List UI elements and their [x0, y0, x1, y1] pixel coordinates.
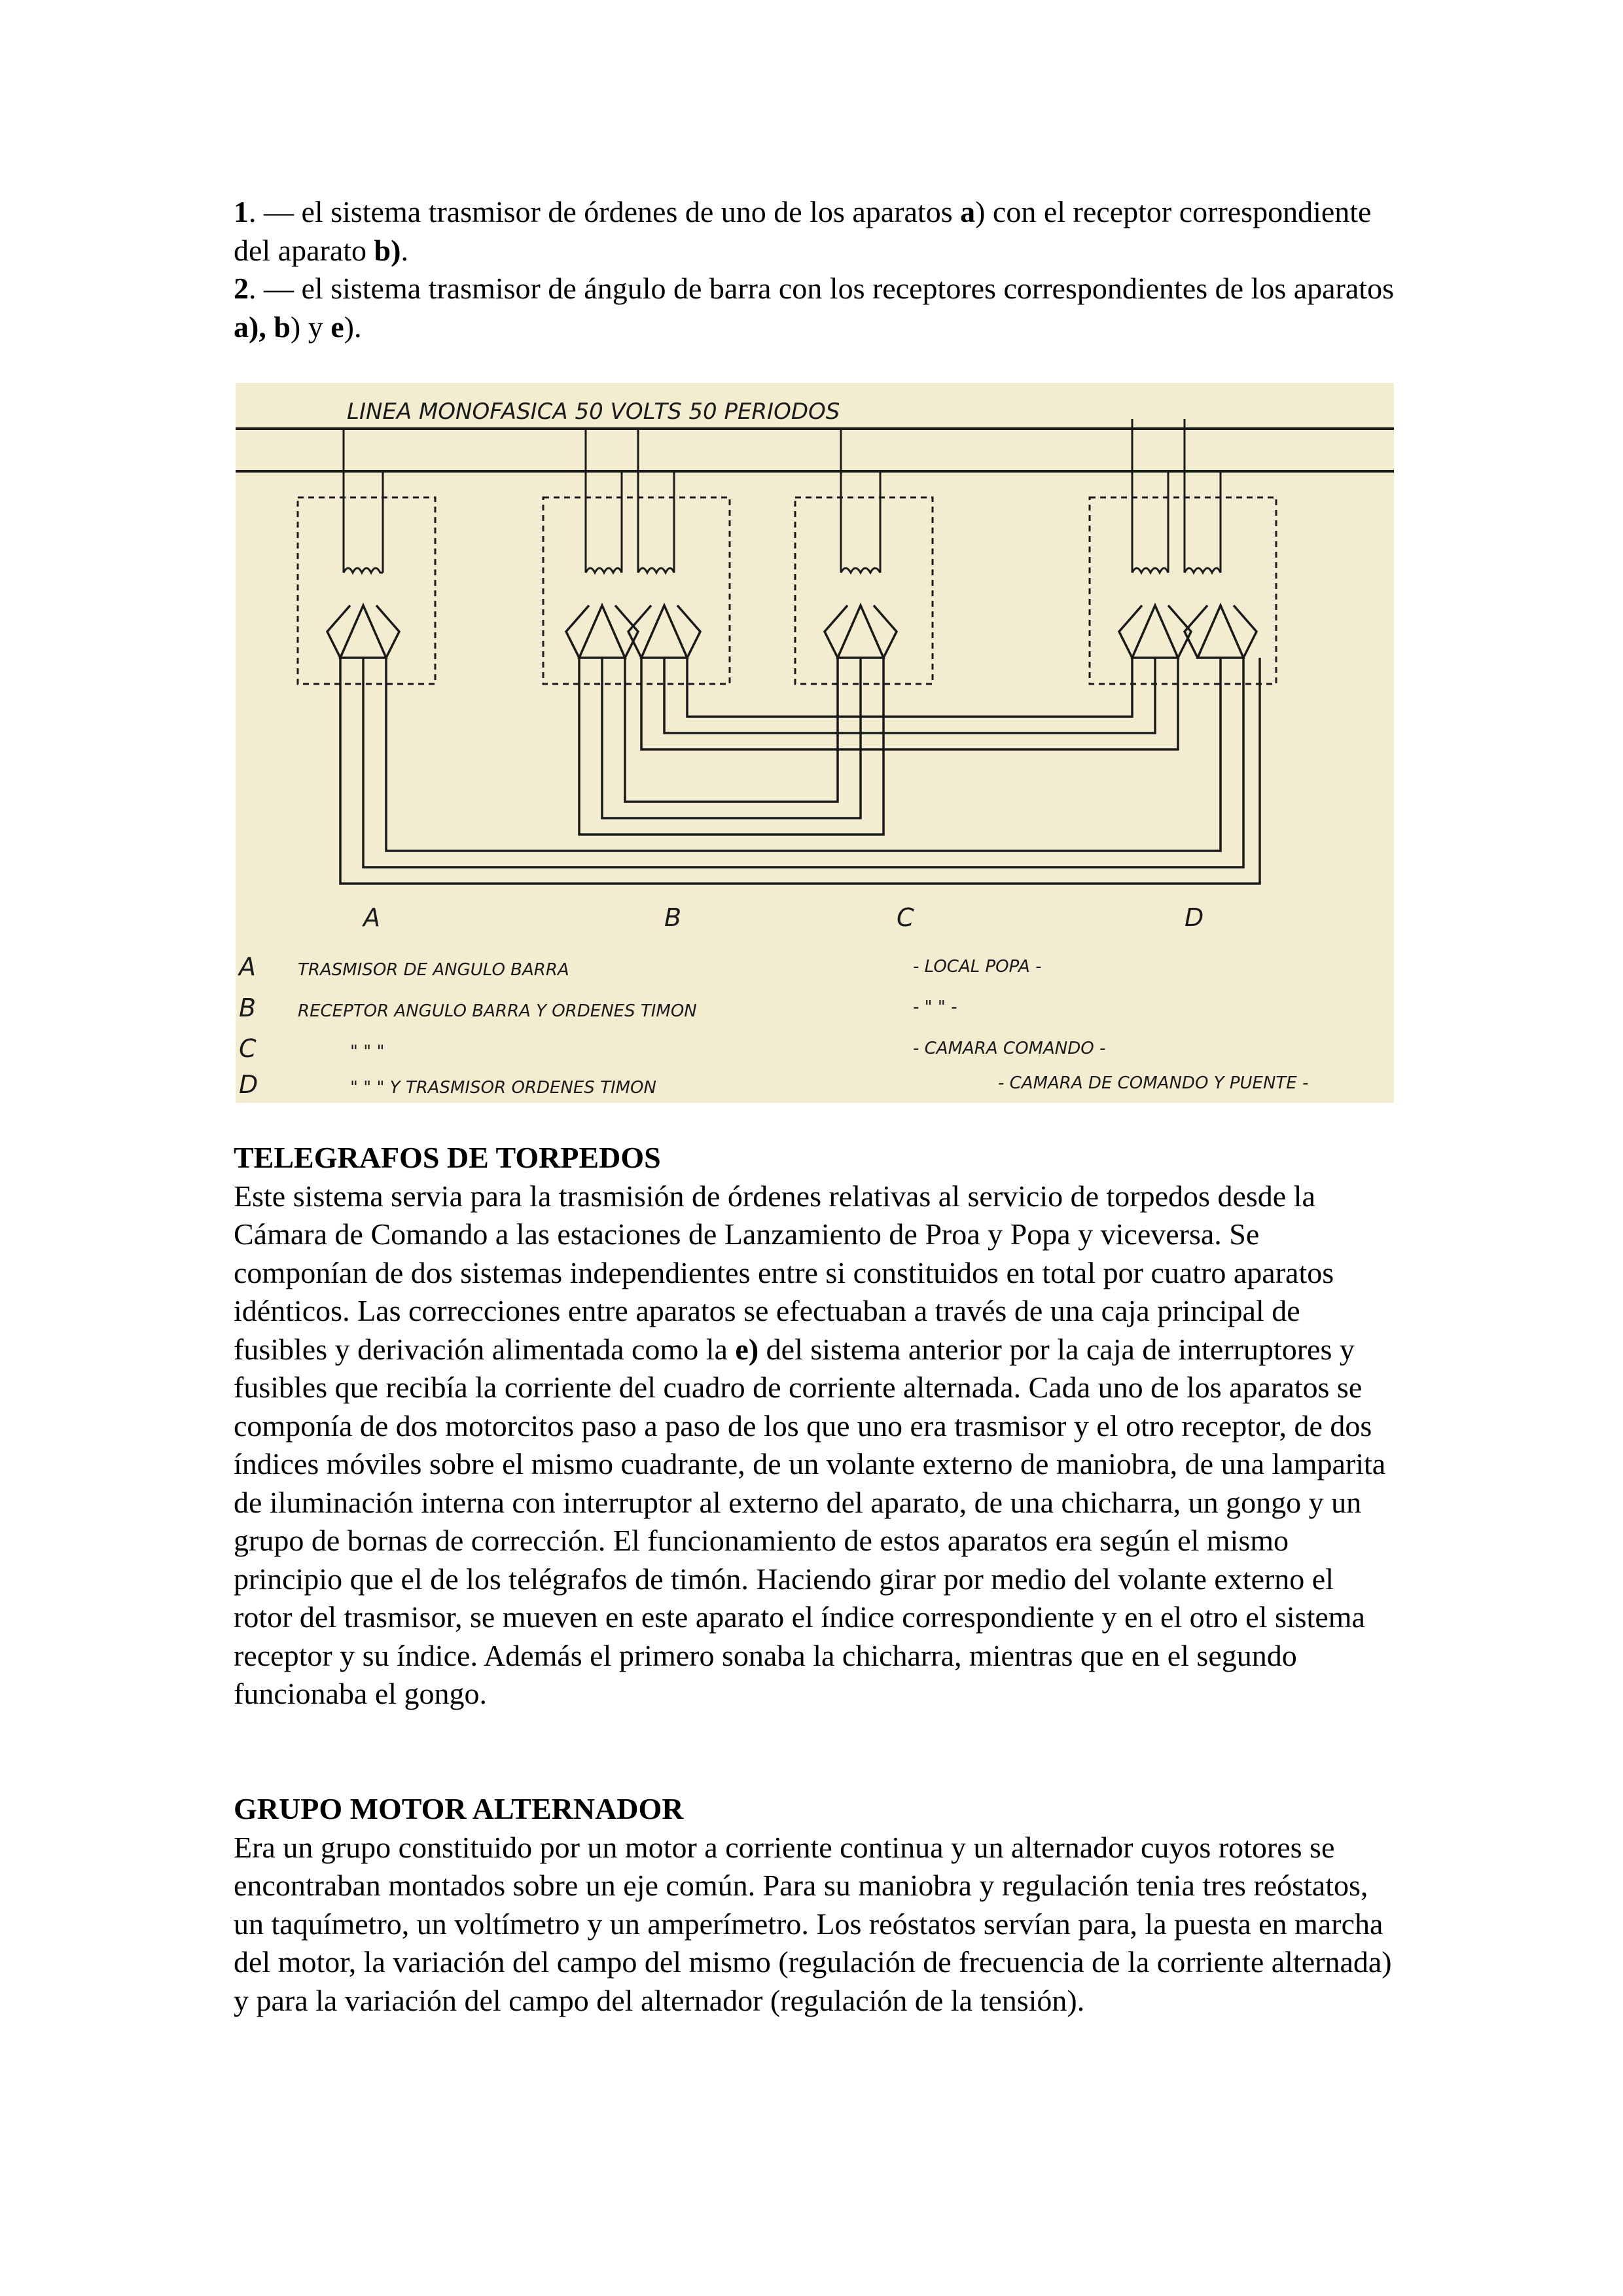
item-bold: b)	[374, 233, 401, 267]
station-label-a: A	[363, 903, 380, 932]
coil-feed-b1	[586, 429, 622, 573]
item-text: .	[401, 233, 408, 267]
synchro-d1	[1119, 605, 1191, 658]
section-motor-alternator	[234, 1790, 1399, 2020]
section-body	[234, 1177, 1399, 1713]
item-bold: a), b	[234, 310, 291, 344]
line-label: LINEA MONOFASICA 50 VOLTS 50 PERIODOS	[347, 399, 840, 425]
wiring-diagram-svg	[236, 383, 1394, 1103]
legend	[237, 952, 1308, 1099]
coil-feed-a	[344, 429, 383, 573]
synchro-d2	[1185, 605, 1257, 658]
apparatus-box-a	[298, 497, 435, 684]
section-title: GRUPO MOTOR ALTERNADOR	[234, 1792, 684, 1825]
synchro-c	[825, 605, 897, 658]
coil-a	[344, 568, 383, 573]
coil-b1	[586, 568, 622, 573]
coil-feed-d2	[1185, 419, 1221, 573]
legend-text: TRASMISOR DE ANGULO BARRA	[298, 960, 569, 980]
body-text: Este sistema servia para la trasmisión de órdenes relativas al servicio de torpedos desde la Cámara de Comando a las estaciones de Lanzamiento de Proa y Popa y viceversa. Se componían de dos sistemas independientes entre si constituidos en total por cuatro aparatos idénticos. Las correcciones entre aparatos se efectuaban a través de una caja principal de fusibles y derivación alimentada como la	[234, 1179, 1334, 1366]
coil-d2	[1185, 568, 1221, 573]
intro-item-1	[234, 193, 1399, 270]
item-number: 1	[234, 195, 249, 228]
item-bold: e	[330, 310, 344, 344]
legend-location: - LOCAL POPA -	[913, 957, 1042, 977]
section-body: Era un grupo constituido por un motor a corriente continua y un alternador cuyos rotores se encontraban montados sobre un eje común. Para su maniobra y regulación tenia tres reóstatos, un taquímetro, un voltímetro y un amperímetro. Los reóstatos servían para, la puesta en marcha del motor, la variación del campo del mismo (regulación de frecuencia de la corriente alternada) y para la variación del campo del alternador (regulación de la tensión).	[234, 1830, 1392, 2017]
coil-b2	[638, 568, 674, 573]
coil-feed-d1	[1132, 419, 1168, 573]
section-title: TELEGRAFOS DE TORPEDOS	[234, 1141, 661, 1174]
wiring-diagram	[236, 383, 1394, 1103]
coil-feed-b2	[638, 429, 674, 573]
legend-key: C	[239, 1034, 257, 1063]
apparatus-box-d	[1090, 497, 1276, 684]
body-bold: e)	[735, 1332, 759, 1366]
coil-c	[841, 568, 880, 573]
synchro-a	[327, 605, 399, 658]
legend-location: - CAMARA COMANDO -	[913, 1039, 1106, 1058]
coil-d1	[1132, 568, 1168, 573]
legend-key: B	[239, 994, 257, 1022]
body-text: del sistema anterior por la caja de interruptores y fusibles que recibía la corriente del cuadro de corriente alternada. Cada uno de los aparatos se componía de dos motorcitos paso a paso de los que uno era trasmisor y el otro receptor, de dos índices móviles sobre el mismo cuadrante, de un volante externo de maniobra, de una lamparita de iluminación interna con interruptor al externo del aparato, de una chicharra, un gongo y un grupo de bornas de corrección. El funcionamiento de estos aparatos era según el mismo principio que el de los telégrafos de timón. Haciendo girar por medio del volante externo el rotor del trasmisor, se mueven en este aparato el índice correspondiente y en el otro el sistema receptor y su índice. Además el primero sonaba la chicharra, mientras que en el segundo funcionaba el gongo.	[234, 1332, 1386, 1710]
coil-feed-c	[841, 429, 880, 573]
interconnect-wiring	[340, 658, 1260, 884]
legend-key: D	[239, 1070, 259, 1099]
station-label-b: B	[664, 903, 682, 932]
item-text: ) con el receptor correspondiente del aparato	[234, 195, 1372, 267]
apparatus-box-b	[543, 497, 730, 684]
station-label-d: D	[1185, 903, 1204, 932]
item-text: ) y	[290, 310, 331, 344]
apparatus-box-c	[795, 497, 933, 684]
item-bold: a	[960, 195, 976, 228]
legend-text: RECEPTOR ANGULO BARRA Y ORDENES TIMON	[298, 1001, 697, 1021]
legend-text: " " "	[350, 1042, 385, 1062]
item-number: 2	[234, 272, 249, 305]
section-torpedo-telegraphs	[234, 1139, 1399, 1713]
intro-item-2	[234, 270, 1399, 346]
legend-location: - " " -	[913, 997, 957, 1017]
item-text: . — el sistema trasmisor de ángulo de barra con los receptores correspondientes de los aparatos	[249, 272, 1394, 305]
legend-text: " " " Y TRASMISOR ORDENES TIMON	[350, 1078, 656, 1098]
legend-key: A	[239, 952, 256, 981]
intro-list	[234, 193, 1399, 346]
station-label-c: C	[897, 903, 914, 932]
legend-location: - CAMARA DE COMANDO Y PUENTE -	[998, 1073, 1309, 1093]
item-text: . — el sistema trasmisor de órdenes de uno de los aparatos	[249, 195, 961, 228]
item-text: ).	[344, 310, 362, 344]
